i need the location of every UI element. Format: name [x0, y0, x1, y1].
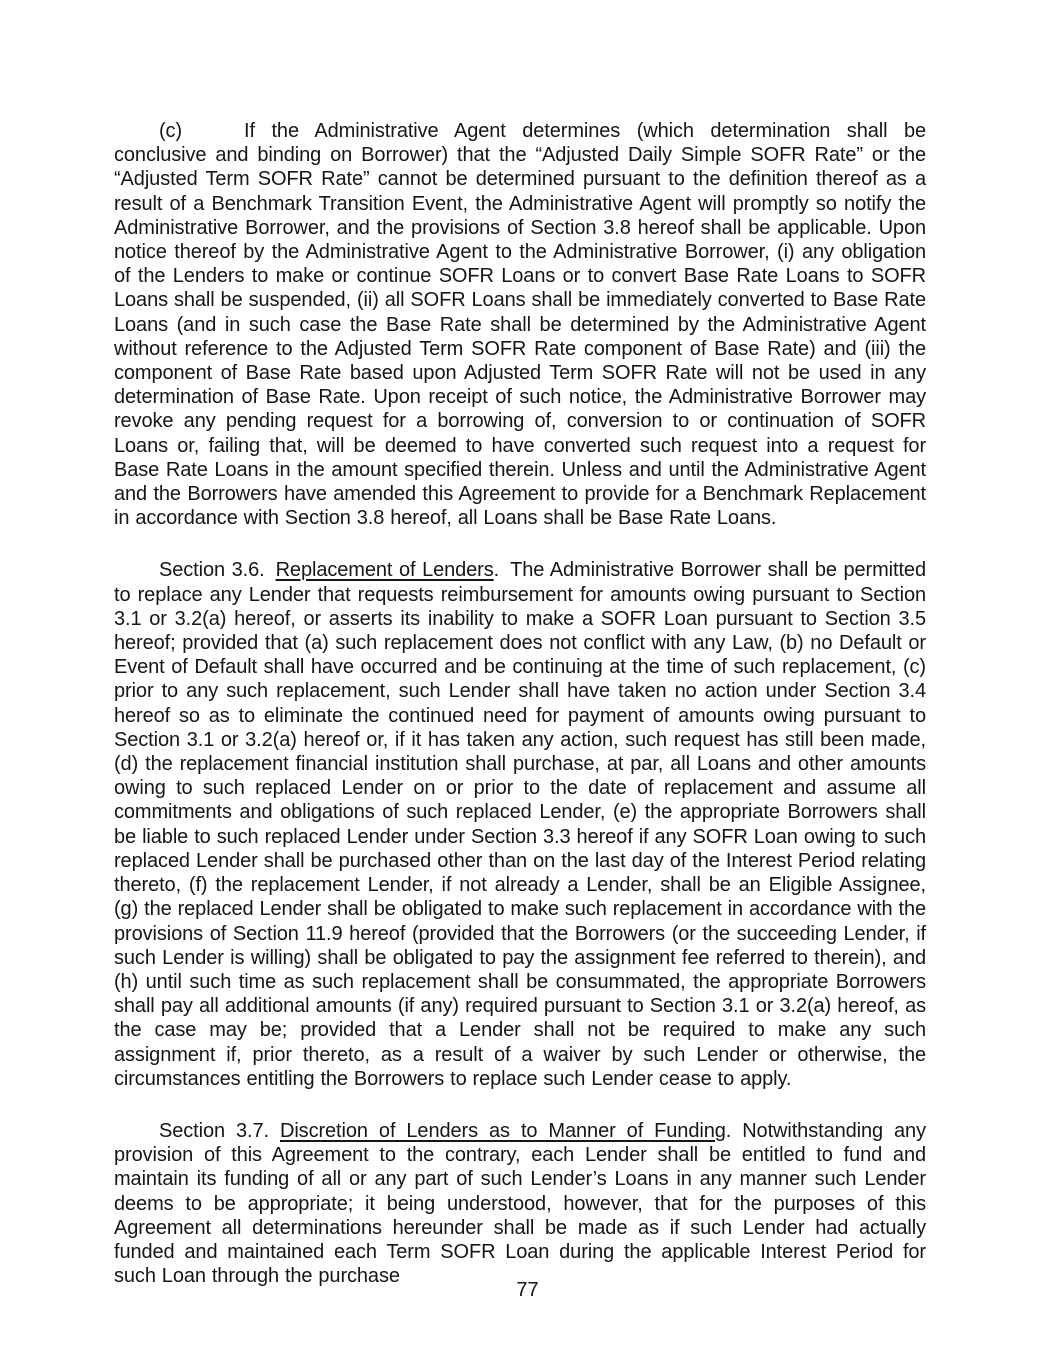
section-3-6-heading-period: .: [493, 559, 500, 582]
sentence-spacer: [499, 575, 510, 576]
section-3-6-text: The Administrative Borrower shall be permitted to replace any Lender that requests reimbursement for amounts owing pursuant to Section 3.1 or 3.2(a) hereof, or asserts its inability to make a SOFR Loan pursuant to Section 3.5 hereof; provided that (a) such replacement does not conflict with any Law, (b) no Default or Event of Default shall have occurred and be continuing at the time of such replacement, (c) prior to any such replacement, such Lender shall have taken no action under Section 3.4 hereof so as to eliminate the continued need for payment of amounts owing pursuant to Section 3.1 or 3.2(a) hereof or, if it has taken any action, such request has still been made, (d) the replacement financial institution shall purchase, at par, all Loans and other amounts owing to such replaced Lender on or prior to the date of replacement and assume all commitments and obligations of such replaced Lender, (e) the appropriate Borrowers shall be liable to such replaced Lender under Section 3.3 hereof if any SOFR Loan owing to such replaced Lender shall be purchased other than on the last day of the Interest Period relating thereto, (f) the replacement Lender, if not already a Lender, shall be an Eligible Assignee, (g) the replaced Lender shall be obligated to make such replacement in accordance with the provisions of Section 11.9 hereof (provided that the Borrowers (or the succeeding Lender, if such Lender is willing) shall be obligated to pay the assignment fee referred to therein), and (h) until such time as such replacement shall be consummated, the appropriate Borrowers shall pay all additional amounts (if any) required pursuant to Section 3.1 or 3.2(a) hereof, as the case may be; provided that a Lender shall not be required to make any such assignment if, prior thereto, as a result of a waiver by such Lender or otherwise, the circumstances entitling the Borrowers to replace such Lender cease to apply.: [114, 559, 926, 1090]
sentence-spacer: [269, 1136, 280, 1137]
section-3-6-paragraph: [114, 558, 926, 1090]
section-3-7-heading: Discretion of Lenders as to Manner of Funding: [279, 1119, 726, 1142]
section-3-7-text: Notwithstanding any provision of this Agreement to the contrary, each Lender shall be entitled to fund and maintain its funding of all or any part of such Lender’s Loans in any manner such Lender deems to be appropriate; it being understood, however, that for the purposes of this Agreement all determinations hereunder shall be made as if such Lender had actually funded and maintained each Term SOFR Loan during the applicable Interest Period for such Loan through the purchase: [114, 1119, 926, 1288]
paragraph-c: [114, 119, 926, 530]
page-number: 77: [516, 1279, 539, 1301]
section-3-6-label: Section 3.6.: [159, 559, 265, 582]
sentence-spacer: [731, 1136, 742, 1137]
paragraph-c-text: If the Administrative Agent determines (which determination shall be conclusive and binding on Borrower) that the “Adjusted Daily Simple SOFR Rate” or the “Adjusted Term SOFR Rate” cannot be determined pursuant to the definition thereof as a result of a Benchmark Transition Event, the Administrative Agent will promptly so notify the Administrative Borrower, and the provisions of Section 3.8 hereof shall be applicable. Upon notice thereof by the Administrative Agent to the Administrative Borrower, (i) any obligation of the Lenders to make or continue SOFR Loans or to convert Base Rate Loans to SOFR Loans shall be suspended, (ii) all SOFR Loans shall be immediately converted to Base Rate Loans (and in such case the Base Rate shall be determined by the Administrative Agent without reference to the Adjusted Term SOFR Rate component of Base Rate) and (iii) the component of Base Rate based upon Adjusted Term SOFR Rate will not be used in any determination of Base Rate. Upon receipt of such notice, the Administrative Borrower may revoke any pending request for a borrowing of, conversion to or continuation of SOFR Loans or, failing that, will be deemed to have converted such request into a request for Base Rate Loans in the amount specified therein. Unless and until the Administrative Agent and the Borrowers have amended this Agreement to provide for a Benchmark Replacement in accordance with Section 3.8 hereof, all Loans shall be Base Rate Loans.: [114, 120, 926, 530]
section-3-6-heading: Replacement of Lenders: [275, 559, 494, 582]
section-3-7-label: Section 3.7.: [159, 1119, 269, 1142]
clause-c-label: (c): [159, 120, 183, 142]
section-3-7-heading-period: .: [725, 1119, 732, 1142]
document-body: [114, 119, 926, 1288]
section-3-7-paragraph: [114, 1119, 926, 1288]
sentence-spacer: [265, 575, 276, 576]
tab-spacer: [182, 136, 244, 137]
